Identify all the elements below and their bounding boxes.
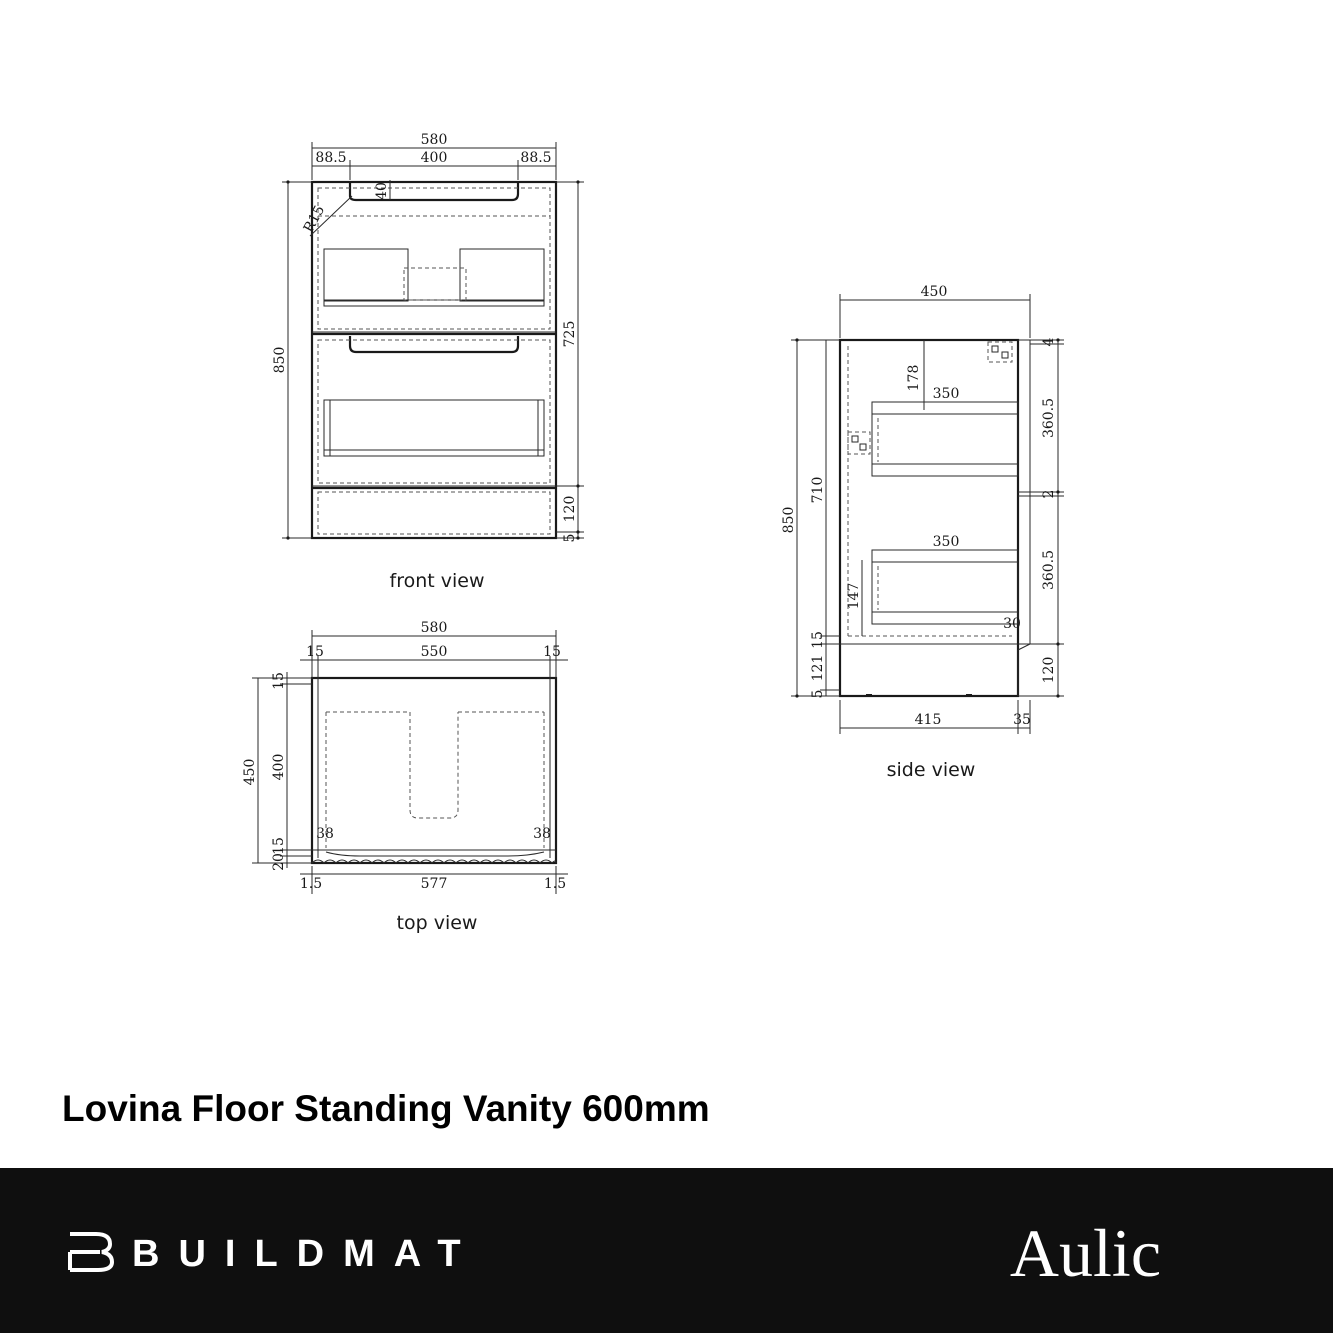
dim-top-panel-right: 15 [543,644,561,660]
dim-top-bottom-right: 1.5 [543,876,567,892]
dim-side-upper-clearance: 178 [906,364,922,392]
dim-side-plinth: 121 [810,654,826,682]
footer-bar [0,1168,1333,1333]
dim-side-lower-drawer: 350 [932,534,960,550]
dim-side-lower-clearance: 147 [846,582,862,610]
top-outline [312,678,556,863]
buildmat-brand[interactable] [66,1230,480,1279]
dim-side-kick: 120 [1041,656,1057,684]
dim-side-mid-gap: 2 [1041,489,1057,499]
side-view [781,284,1064,781]
dim-side-overall-height: 850 [781,506,797,534]
dim-side-base-depth: 415 [914,712,942,728]
buildmat-wordmark: BUILDMAT [132,1233,480,1275]
dim-front-basin-depth: 40 [374,182,390,200]
dim-side-rail: 15 [810,631,826,649]
dim-front-carcass-height: 725 [562,320,578,348]
lower-handle-notch [350,336,518,352]
dim-side-foot-gap: 5 [810,689,826,699]
dim-top-drawer-depth: 400 [271,753,287,781]
dim-side-upper-front: 360.5 [1041,397,1057,439]
dim-top-corner-right: 38 [533,826,551,842]
dim-front-radius: R15 [300,202,329,236]
dim-side-carcass-height: 710 [810,476,826,504]
dim-front-overall-width: 580 [420,132,448,148]
dim-front-overall-height: 850 [272,346,288,374]
dim-top-depth: 450 [242,758,258,786]
aulic-wordmark[interactable]: Aulic [1009,1215,1161,1291]
dim-front-basin-width: 400 [420,150,448,166]
dim-top-bottom-left: 1.5 [299,876,323,892]
dim-side-overall-depth: 450 [920,284,948,300]
dim-side-upper-drawer: 350 [932,386,960,402]
dim-front-side-right: 88.5 [520,150,552,166]
dim-top-front-panel: 15 [271,837,287,855]
dim-side-inset: 30 [1003,616,1021,632]
dim-top-overall-width: 580 [420,620,448,636]
front-view [272,132,584,592]
dim-top-corner-left: 38 [316,826,334,842]
dim-side-lower-front: 360.5 [1041,549,1057,591]
dim-side-kick-setback: 35 [1013,712,1031,728]
top-view [242,620,568,934]
dim-front-foot-gap: 5 [562,533,578,543]
side-outline [840,340,1018,696]
top-view-caption: top view [396,912,478,934]
dim-top-bottom-width: 577 [420,876,448,892]
side-view-caption: side view [886,759,976,781]
dim-top-panel-left: 15 [306,644,324,660]
dim-top-front-gap: 20 [271,853,287,871]
dim-top-back-panel: 15 [271,672,287,690]
dim-front-kick-height: 120 [562,495,578,523]
dim-front-side-left: 88.5 [315,150,347,166]
upper-drawer [872,402,1018,476]
buildmat-b-logo-icon [66,1230,116,1279]
product-title: Lovina Floor Standing Vanity 600mm [62,1088,710,1129]
dim-top-inner-width: 550 [420,644,448,660]
dim-side-top-gap: 4 [1041,337,1057,347]
front-view-caption: front view [389,570,485,592]
lower-drawer [872,550,1018,624]
front-outline [312,182,556,538]
